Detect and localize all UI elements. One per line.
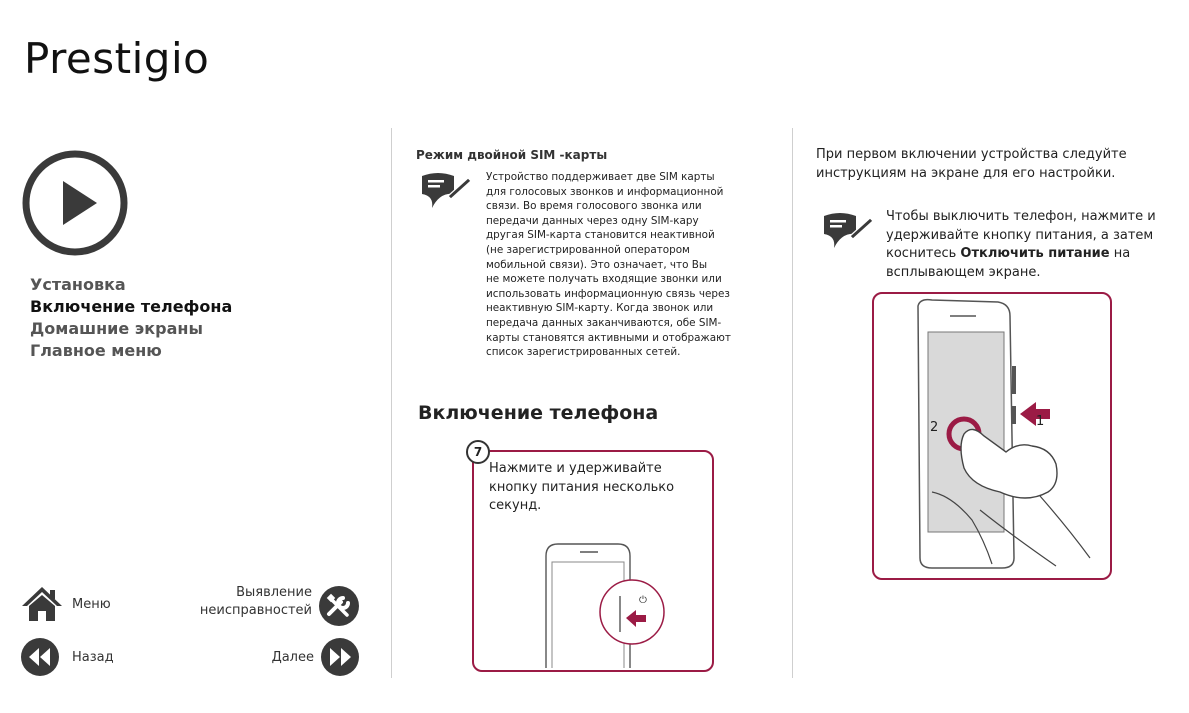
toc-item-main-menu[interactable]: Главное меню — [30, 341, 162, 360]
text-line: неактивную SIM-карту. Когда звонок или — [486, 302, 714, 315]
table-of-contents — [30, 274, 232, 362]
column-divider-left — [391, 128, 392, 678]
toc-item-power-on[interactable]: Включение телефона — [30, 297, 233, 316]
text-line: использовать информационную связь через — [486, 287, 730, 300]
text-line: секунд. — [489, 498, 542, 513]
text-span: на — [1109, 246, 1131, 261]
text-line: кнопку питания несколько — [489, 479, 675, 495]
text-line: (не зарегистрированной оператором — [486, 243, 690, 256]
note-icon — [820, 210, 874, 250]
troubleshoot-label-1: Выявление — [236, 585, 312, 600]
dual-sim-paragraph — [486, 170, 731, 360]
next-icon[interactable] — [320, 637, 360, 677]
power-off-note — [886, 208, 1156, 282]
text-line: список зарегистрированных сетей. — [486, 346, 681, 359]
power-off-emphasis: Отключить питание — [960, 246, 1110, 261]
text-line: всплывающем экране. — [886, 264, 1041, 280]
home-icon[interactable] — [20, 584, 64, 624]
tools-icon[interactable] — [318, 585, 360, 627]
dual-sim-heading: Режим двойной SIM -карты — [416, 148, 608, 162]
svg-text:⏻: ⏻ — [639, 595, 647, 606]
troubleshoot-link[interactable] — [190, 584, 312, 620]
troubleshoot-label-2: неисправностей — [199, 603, 312, 618]
step-text — [489, 460, 674, 516]
brand-logo: Prestigio — [24, 34, 210, 83]
text-line: При первом включении устройства следуйте — [816, 147, 1127, 162]
back-icon[interactable] — [20, 637, 60, 677]
text-line: передача данных заканчиваются, обе SIM- — [486, 316, 722, 329]
column-divider-right — [792, 128, 793, 678]
next-link[interactable]: Далее — [271, 650, 314, 665]
phone-power-illustration — [540, 540, 680, 668]
text-line: инструкциям на экране для его настройки. — [816, 165, 1116, 181]
text-line: Чтобы выключить телефон, нажмите и — [886, 209, 1156, 224]
power-on-title: Включение телефона — [418, 402, 659, 424]
text-line: удерживайте кнопку питания, а затем — [886, 227, 1154, 243]
menu-link[interactable]: Меню — [72, 597, 111, 612]
text-line: мобильной связи). Это означает, что Вы — [486, 258, 708, 271]
text-line: другая SIM-карта становится неактивной — [486, 229, 715, 242]
step-number: 7 — [466, 440, 490, 464]
back-link[interactable]: Назад — [72, 650, 114, 665]
text-line: связи. Во время голосового звонка или — [486, 200, 702, 213]
intro-paragraph — [816, 146, 1127, 183]
note-icon — [418, 170, 472, 210]
text-line: для голосовых звонков и информационной — [486, 185, 724, 198]
phone-touch-illustration — [880, 296, 1104, 576]
toc-item-install[interactable]: Установка — [30, 275, 126, 294]
callout-label-2: 2 — [930, 420, 939, 435]
play-icon[interactable] — [20, 148, 130, 258]
text-line — [886, 245, 1156, 264]
text-line: не можете получать входящие звонки или — [486, 273, 722, 286]
text-line: передачи данных через одну SIM-кару — [486, 214, 699, 227]
text-line: Нажмите и удерживайте — [489, 461, 662, 476]
toc-item-home-screens[interactable]: Домашние экраны — [30, 319, 203, 338]
callout-label-1: 1 — [1036, 414, 1045, 429]
text-line: карты становятся активными и отображают — [486, 331, 731, 344]
text-line: Устройство поддерживает две SIM карты — [486, 171, 715, 183]
text-span: коснитесь — [886, 246, 961, 261]
